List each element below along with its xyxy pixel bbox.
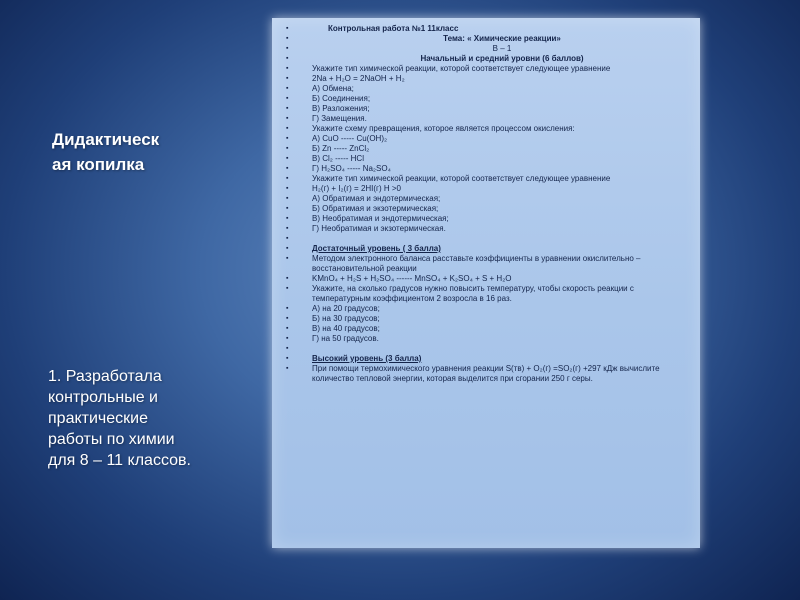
blank-line [286, 234, 692, 244]
question-3-option-c: ▪ В) Необратимая и эндотермическая; [286, 214, 692, 224]
question-3-equation: ▪ H₂(г) + I₂(г) = 2HI(г) H >0 [286, 184, 692, 194]
question-2-option-a: ▪ А) CuO ----- Cu(OH)₂ [286, 134, 692, 144]
question-4-equation: ▪ KMnO₄ + H₂S + H₂SO₄ ------ MnSO₄ + K₂SO₄ + S + H₂O [286, 274, 692, 284]
question-5-option-c: ▪ В) на 40 градусов; [286, 324, 692, 334]
section-high-heading: ▪ Высокий уровень (3 балла) [286, 354, 692, 364]
question-2-option-c: ▪ В) Cl₂ ----- HCl [286, 154, 692, 164]
question-5-option-d: ▪ Г) на 50 градусов. [286, 334, 692, 344]
section-sufficient-heading: ▪ Достаточный уровень ( 3 балла) [286, 244, 692, 254]
question-1-option-c: ▪ В) Разложения; [286, 104, 692, 114]
question-5: ▪ Укажите, на сколько градусов нужно повысить температуру, чтобы скорость реакции с температурным коэффициентом 2 возросла в 16 раз. [286, 284, 692, 304]
question-6: ▪ При помощи термохимического уравнения реакции S(тв) + O₂(г) =SO₂(г) +297 кДж вычислите количество тепловой энергии, которая выделится при сгорании 250 г серы. [286, 364, 692, 384]
question-2-option-b: ▪ Б) Zn ----- ZnCl₂ [286, 144, 692, 154]
document-variant: ▪ В – 1 [286, 44, 692, 54]
slide-description: 1. Разработала контрольные и практические работы по химии для 8 – 11 классов. [48, 368, 191, 469]
question-1-option-a: ▪ А) Обмена; [286, 84, 692, 94]
question-5-option-b: ▪ Б) на 30 градусов; [286, 314, 692, 324]
question-3-option-a: ▪ А) Обратимая и эндотермическая; [286, 194, 692, 204]
question-4: ▪ Методом электронного баланса расставьте коэффициенты в уравнении окислительно – восстановительной реакции [286, 254, 692, 274]
question-2-option-d: ▪ Г) H₂SO₄ ----- Na₂SO₄ [286, 164, 692, 174]
question-2: ▪ Укажите схему превращения, которое является процессом окисления: [286, 124, 692, 134]
slide-title: Дидактическ ая копилка [52, 130, 160, 174]
question-5-option-a: ▪ А) на 20 градусов; [286, 304, 692, 314]
question-1-equation: ▪ 2Na + H₂O = 2NaOH + H₂ [286, 74, 692, 84]
document-lines [272, 18, 700, 384]
question-1: ▪ Укажите тип химической реакции, которой соответствует следующее уравнение [286, 64, 692, 74]
question-3: ▪ Укажите тип химической реакции, которой соответствует следующее уравнение [286, 174, 692, 184]
question-3-option-d: ▪ Г) Необратимая и экзотермическая. [286, 224, 692, 234]
question-1-option-b: ▪ Б) Соединения; [286, 94, 692, 104]
blank-line [286, 344, 692, 354]
question-3-option-b: ▪ Б) Обратимая и экзотермическая; [286, 204, 692, 214]
test-document [272, 18, 700, 548]
document-topic: ▪ Тема: « Химические реакции» [286, 34, 692, 44]
document-title: ▪ Контрольная работа №1 11класс [286, 24, 692, 34]
section-basic-heading: ▪ Начальный и средний уровни (6 баллов) [286, 54, 692, 64]
question-1-option-d: ▪ Г) Замещения. [286, 114, 692, 124]
